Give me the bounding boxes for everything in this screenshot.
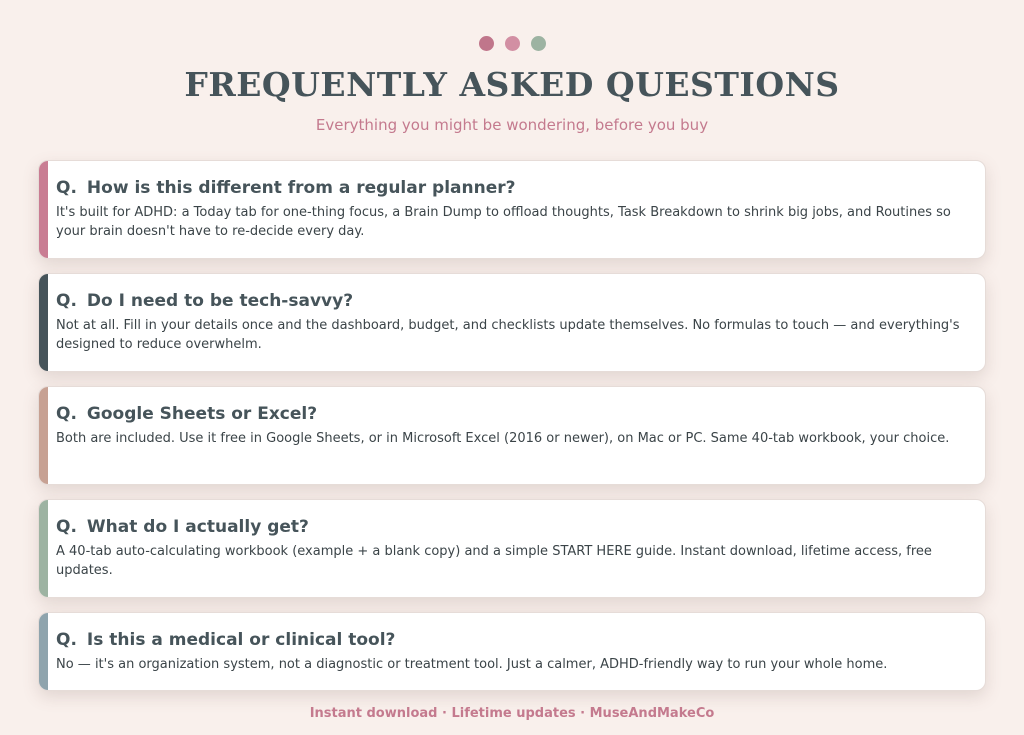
question-marker: Q. [56,517,77,537]
question-text: Do I need to be tech-savvy? [86,291,354,311]
faq-item [38,386,986,485]
question-text: Is this a medical or clinical tool? [86,630,396,650]
faq-answer: Both are included. Use it free in Google Sheets, or in Microsoft Excel (2016 or newer), on Mac or PC. Same 40-tab workbook, your choice. [56,431,950,446]
question-text: Google Sheets or Excel? [86,404,318,424]
question-text: What do I actually get? [86,517,309,537]
question-marker: Q. [56,178,77,198]
faq-accent-bar [39,387,48,484]
dot-pink-dark [479,36,494,51]
faq-answer: A 40-tab auto-calculating workbook (example + a blank copy) and a simple START HERE guide. Instant download, lifetime access, free updates. [56,544,932,578]
question-marker: Q. [56,291,77,311]
faq-accent-bar [39,500,48,597]
faq-accent-bar [39,161,48,258]
faq-question [56,403,317,425]
faq-question [56,290,353,312]
faq-accent-bar [39,613,48,690]
faq-item [38,499,986,598]
question-marker: Q. [56,404,77,424]
faq-answer: Not at all. Fill in your details once and the dashboard, budget, and checklists update themselves. No formulas to touch — and everything's designed to reduce overwhelm. [56,318,960,352]
decorative-dots [0,36,1024,51]
footer-tagline: Instant download · Lifetime updates · MuseAndMakeCo [309,706,715,721]
faq-answer: It's built for ADHD: a Today tab for one-thing focus, a Brain Dump to offload thoughts, Task Breakdown to shrink big jobs, and Routines so your brain doesn't have to re-decide every day. [56,205,951,239]
faq-answer: No — it's an organization system, not a diagnostic or treatment tool. Just a calmer, ADHD-friendly way to run your whole home. [56,657,888,672]
question-marker: Q. [56,630,77,650]
faq-question [56,629,395,651]
faq-item [38,612,986,691]
faq-question [56,177,515,199]
page-title: FREQUENTLY ASKED QUESTIONS [184,65,840,104]
page-subtitle: Everything you might be wondering, before you buy [315,116,709,134]
dot-sage [531,36,546,51]
faq-item [38,273,986,372]
faq-item [38,160,986,259]
faq-question [56,516,309,538]
dot-pink-light [505,36,520,51]
faq-accent-bar [39,274,48,371]
question-text: How is this different from a regular planner? [86,178,516,198]
